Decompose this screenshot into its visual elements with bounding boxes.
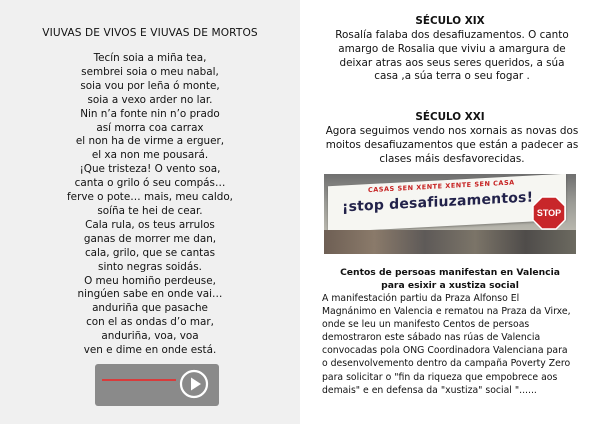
text-line: clases máis desfavorecidas.	[379, 152, 525, 165]
poem-line: Nin n’a fonte nin n’o prado	[80, 107, 220, 120]
stop-sign-icon	[532, 196, 566, 230]
news-line: onde se leu un manifesto Centos de persoas	[322, 319, 530, 331]
section-title-xix: SÉCULO XIX	[415, 15, 485, 27]
poem-line: el non ha de virme a erguer,	[75, 135, 225, 148]
news-line: o desenvolvemento dentro da campaña Poverty Zero	[322, 358, 571, 370]
text-line: deixar atras aos seus seres queridos, a súa	[339, 56, 565, 69]
banner-slogan: CASAS SEN XENTE XENTE SEN CASA	[368, 178, 515, 195]
protest-photo	[324, 174, 576, 254]
poem-line: ferve o pote… mais, meu caldo,	[67, 191, 233, 204]
poem-line: anduriña que pasache	[92, 302, 208, 315]
poem-line: canta o grilo ó seu compás…	[74, 177, 226, 190]
poem-title: VIUVAS DE VIVOS E VIUVAS DE MORTOS	[42, 27, 258, 39]
poem-line: sinto negras soidás.	[98, 260, 202, 273]
news-body	[322, 292, 584, 397]
poem-line: el xa non me pousará.	[91, 149, 209, 162]
poem-line: Cala rula, os teus arrulos	[85, 218, 215, 231]
poem-line: soíña te hei de cear.	[97, 204, 203, 217]
stop-sign-text: STOP	[536, 208, 562, 218]
section-title-xxi: SÉCULO XXI	[415, 111, 485, 123]
headline-line: Centos de persoas manifestan en Valencia	[340, 267, 560, 278]
poem-line: ningúen sabe en onde vai…	[77, 288, 223, 301]
crowd	[324, 230, 576, 254]
news-line: convocadas pola ONG Coordinadora Valenciana para	[322, 345, 568, 357]
poem-line: soia vou por leña ó monte,	[80, 79, 220, 92]
section-text-xix	[320, 29, 584, 84]
poem-line: O meu homiño perdeuse,	[84, 274, 216, 287]
news-line: para solicitar o "fin da riqueza que empobrece aos	[322, 371, 558, 383]
text-line: Agora seguimos vendo nos xornais as novas dos	[325, 125, 579, 137]
protest-banner	[328, 174, 566, 232]
news-headline	[322, 266, 578, 292]
banner-main-text: ¡stop desafiuzamentos!	[342, 189, 534, 216]
poem-line: ven e dime en onde está.	[83, 344, 217, 357]
news-line: A manifestación partiu da Praza Alfonso El	[322, 293, 520, 304]
poem-line: anduriña, voa, voa	[101, 330, 199, 343]
poem-line: así morra coa carrax	[96, 121, 204, 134]
poem-line: ¡Que tristeza! O vento soa,	[79, 163, 221, 176]
section-text-xxi	[320, 125, 584, 166]
poem-line: con el as ondas d’o mar,	[86, 316, 214, 329]
poem-line: Tecín soia a miña tea,	[93, 52, 207, 64]
text-line: casa ,a súa terra o seu fogar .	[374, 70, 530, 83]
poem-line: soia a vexo arder no lar.	[87, 93, 213, 106]
text-line: moitos desafiuzamentos que están a padecer as	[325, 138, 579, 151]
text-line: Rosalía falaba dos desafiuzamentos. O canto	[335, 29, 569, 41]
poem-line: cala, grilo, que se cantas	[84, 246, 216, 259]
poem-line: ganas de morrer me dan,	[83, 232, 217, 245]
poem-body	[0, 52, 300, 358]
text-line: amargo de Rosalia que viviu a amargura de	[338, 42, 566, 55]
audio-progress-bar[interactable]	[102, 379, 176, 381]
play-icon[interactable]	[178, 368, 210, 400]
headline-line: para esixir a xustiza social	[381, 280, 519, 292]
news-line: demais" e en defensa da "xustiza" social "......	[322, 384, 537, 396]
news-line: demostraron este sábado nas rúas de Valencia	[322, 332, 541, 344]
audio-player[interactable]	[95, 364, 219, 406]
poem-line: sembrei soia o meu nabal,	[81, 65, 219, 78]
news-line: Magnánimo en Valencia e rematou na Praza da Virxe,	[322, 306, 571, 318]
